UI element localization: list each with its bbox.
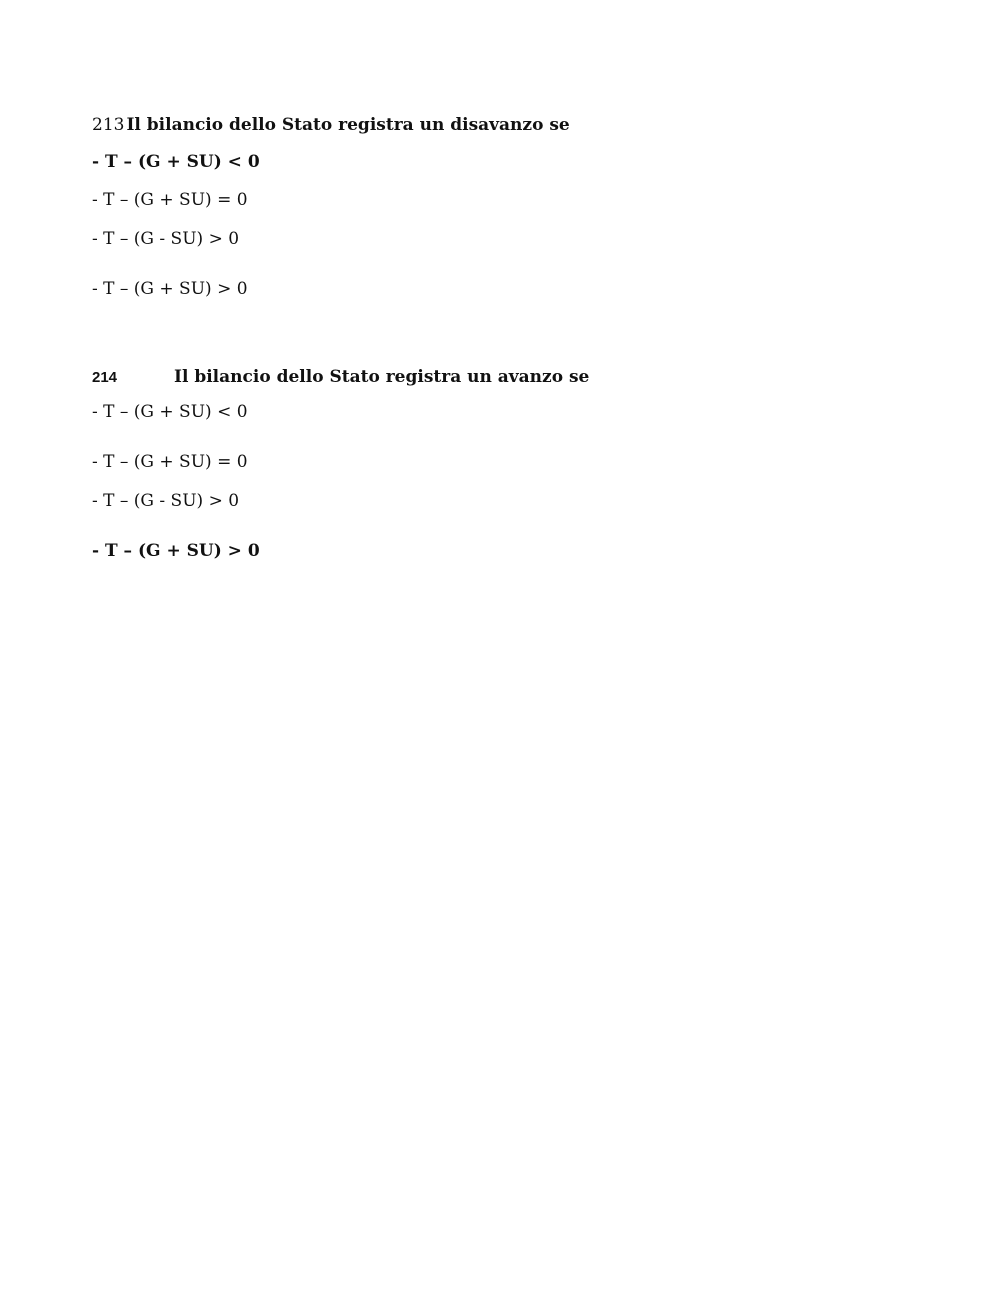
question-213-option-c: - T – (G - SU) > 0 <box>92 229 240 249</box>
question-213-option-d: - T – (G + SU) > 0 <box>92 279 248 299</box>
question-213-option-a: - T – (G + SU) < 0 <box>92 152 260 172</box>
question-number: 214 <box>92 369 118 386</box>
question-number: 213 <box>92 115 125 135</box>
question-text: Il bilancio dello Stato registra un avanzo se <box>174 367 590 387</box>
question-214-option-c: - T – (G - SU) > 0 <box>92 491 240 511</box>
question-213-title <box>92 117 570 134</box>
question-213-option-b: - T – (G + SU) = 0 <box>92 190 248 210</box>
question-214-option-a: - T – (G + SU) < 0 <box>92 402 248 422</box>
question-text: Il bilancio dello Stato registra un disavanzo se <box>126 115 570 135</box>
question-214-option-d: - T – (G + SU) > 0 <box>92 541 260 561</box>
question-214-option-b: - T – (G + SU) = 0 <box>92 452 248 472</box>
question-214-title <box>92 369 589 386</box>
